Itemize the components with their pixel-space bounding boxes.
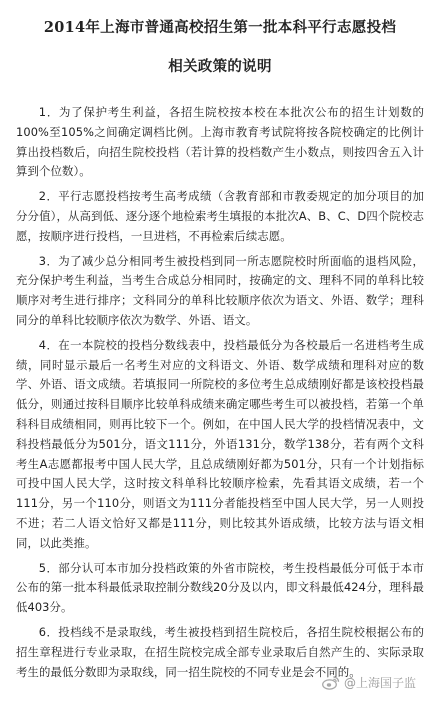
document-title: 2014年上海市普通高校招生第一批本科平行志愿投档 xyxy=(43,19,397,36)
paragraph-6: 6．投档线不是录取线，考生被投档到招生院校后，各招生院校根据公布的招生章程进行专业录取，在招生院校完成全部专业录取后自然产生的、实际录取考生的最低分数即为录取线，同一招生院校的不同专业是会不同的。 xyxy=(16,624,424,679)
watermark xyxy=(322,674,416,691)
weibo-icon xyxy=(322,675,340,690)
paragraph-4: 4．在一本院校的投档分数线表中，投档最低分为各校最后一名进档考生成绩，同时显示最后一名考生对应的文科语文、外语、数学成绩和理科对应的数学、外语、语文成绩。若填报同一所院校的多位考生总成绩刚好都是该校投档最低分，则通过按科目顺序比较单科成绩来确定哪些考生可以被投档，若第一个单科科目成绩相同，则再比较下一个。例如，在中国人民大学的投档情况表中，文科投档最低分为501分，语文111分，外语131分，数学138分，若有两个文科考生A志愿都报考中国人民大学，且总成绩刚好都为501分，只有一个计划指标可投中国人民大学，这时按文科单科比较顺序检索，先看其语文成绩，若一个111分，另一个110分，则语文为111分者能投档至中国人民大学，另一人则投不进；若二人语文恰好又都是111分，则比较其外语成绩，比较方法与语文相同，以此类推。 xyxy=(16,337,424,550)
document-body xyxy=(16,103,424,682)
paragraph-3: 3．为了减少总分相同考生被投档到同一所志愿院校时所面临的退档风险，充分保护考生利益，当考生合成总分相同时，按确定的文、理科不同的单科比较顺序对考生进行排序；文科同分的单科比较顺序依次为语文、外语、数学；理科同分的单科比较顺序依次为数学、外语、语文。 xyxy=(16,253,424,327)
paragraph-1: 1．为了保护考生利益，各招生院校按本校在本批次公布的招生计划数的100%至105%之间确定调档比例。上海市教育考试院将按各院校确定的比例计算出投档数后，向招生院校投档（若计算的投档数产生小数点，则按四舍五入计算到个位数）。 xyxy=(16,105,424,179)
document-subtitle: 相关政策的说明 xyxy=(168,58,272,75)
paragraph-2: 2．平行志愿投档按考生高考成绩（含教育部和市教委规定的加分项目的加分分值），从高到低、逐分逐个地检索考生填报的本批次A、B、C、D四个院校志愿，按顺序进行投档，一旦进档，不再检索后续志愿。 xyxy=(16,189,424,243)
paragraph-5: 5．部分认可本市加分投档政策的外省市院校，考生投档最低分可低于本市公布的第一批本科最低录取控制分数线20分及以内，即文科最低424分，理科最低403分。 xyxy=(16,560,424,615)
watermark-text: @上海国子监 xyxy=(343,676,416,690)
